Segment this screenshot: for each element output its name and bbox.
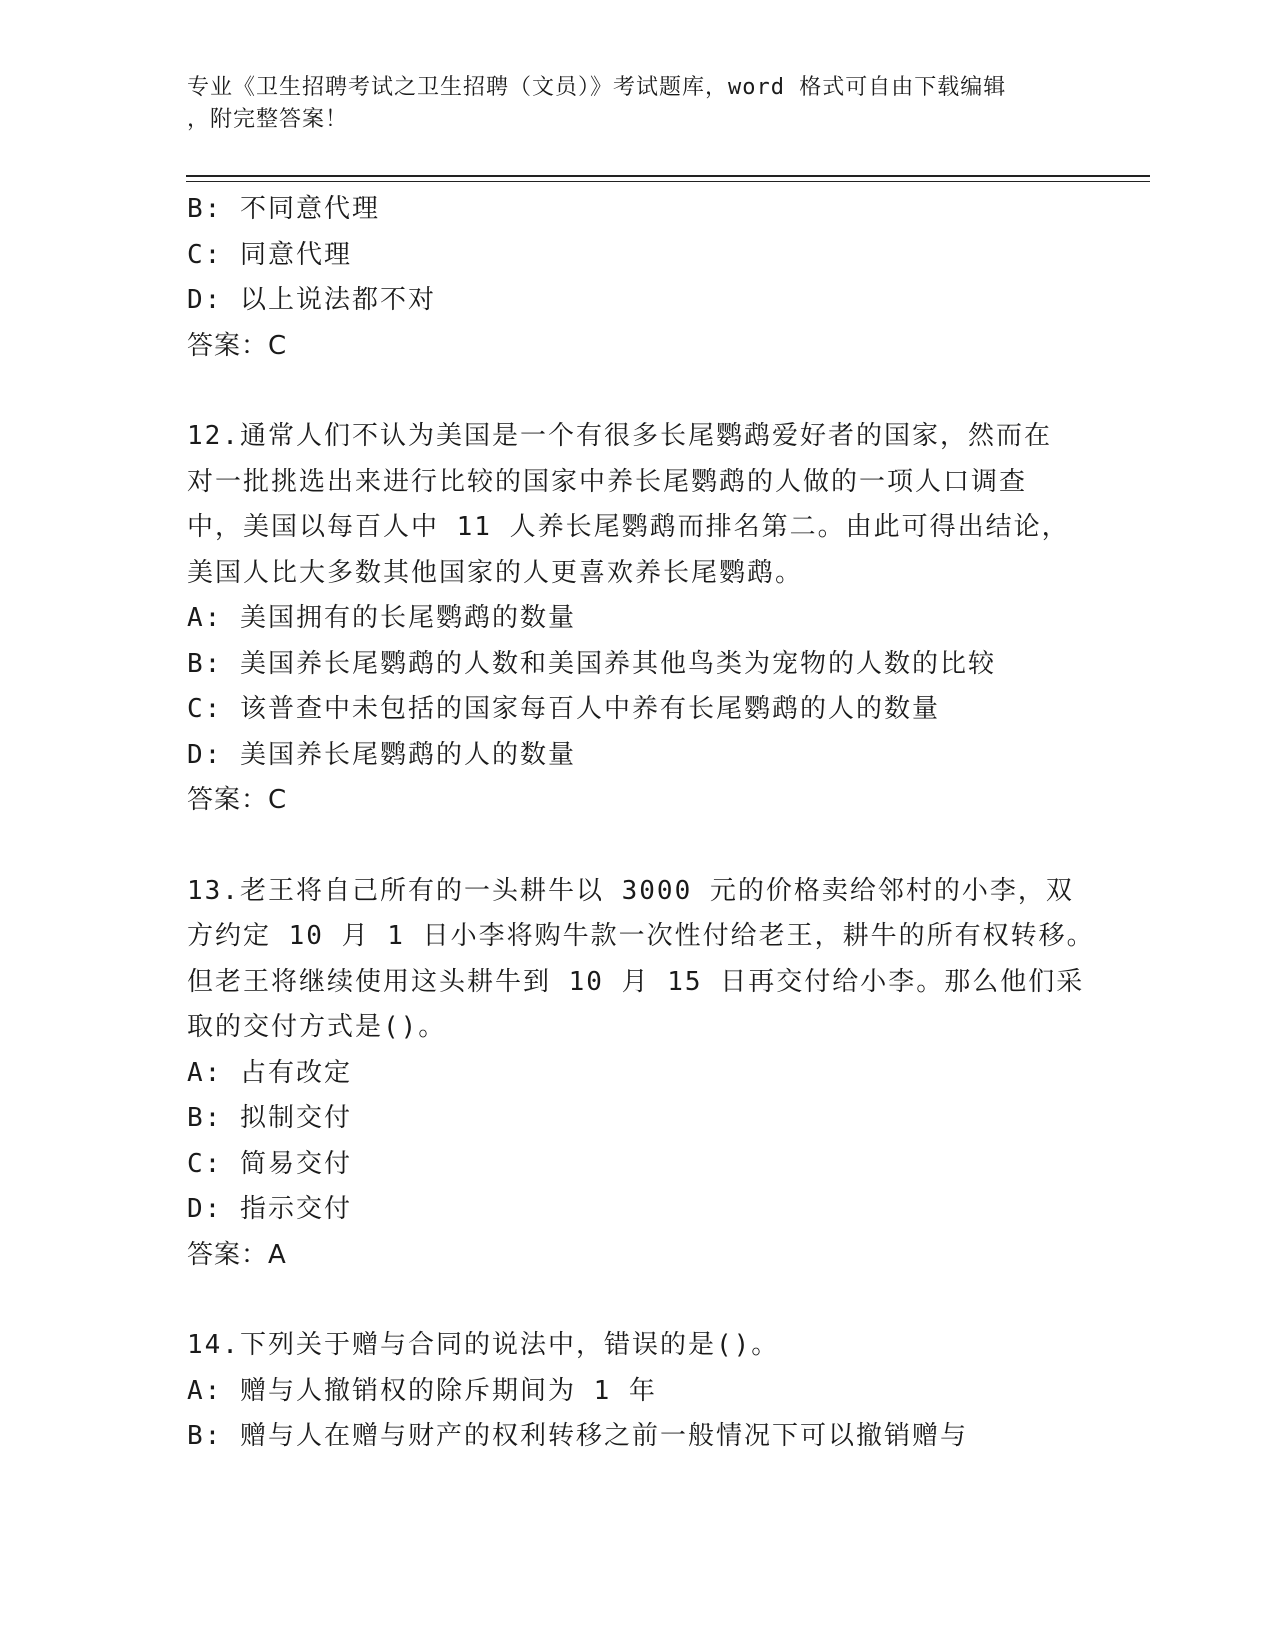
option-b: B: 美国养长尾鹦鹉的人数和美国养其他鸟类为宠物的人数的比较 — [187, 648, 996, 679]
question-13 — [187, 869, 1095, 1279]
option-c: C: 同意代理 — [187, 239, 352, 270]
option-c: C: 该普查中未包括的国家每百人中养有长尾鹦鹉的人的数量 — [187, 694, 940, 724]
option-b: B: 拟制交付 — [187, 1103, 352, 1133]
question-stem-line: 12.通常人们不认为美国是一个有很多长尾鹦鹉爱好者的国家，然而在 — [187, 421, 1052, 451]
question-stem-line: 但老王将继续使用这头耕牛到 10 月 15 日再交付给小李。那么他们采 — [187, 966, 1085, 997]
option-a: A: 占有改定 — [187, 1057, 352, 1088]
option-b: B: 不同意代理 — [187, 194, 380, 224]
option-a: A: 美国拥有的长尾鹦鹉的数量 — [187, 603, 576, 633]
question-stem-line: 美国人比大多数其他国家的人更喜欢养长尾鹦鹉。 — [187, 557, 804, 588]
header-divider-thick — [186, 175, 1150, 177]
option-c: C: 简易交付 — [187, 1148, 352, 1179]
question-stem-line: 中，美国以每百人中 11 人养长尾鹦鹉而排名第二。由此可得出结论， — [187, 512, 1070, 542]
option-d: D: 以上说法都不对 — [187, 285, 436, 315]
header-divider-thin — [186, 181, 1150, 182]
question-11-tail — [187, 187, 1087, 369]
answer-line: 答案：C — [187, 785, 288, 815]
option-d: D: 美国养长尾鹦鹉的人的数量 — [187, 739, 576, 770]
option-a: A: 赠与人撤销权的除斥期间为 1 年 — [187, 1375, 657, 1406]
header-line-1: 专业《卫生招聘考试之卫生招聘（文员）》考试题库，word 格式可自由下载编辑 — [187, 75, 1007, 100]
question-stem-line: 取的交付方式是()。 — [187, 1012, 447, 1042]
answer-line: 答案：A — [187, 1239, 287, 1270]
question-stem-line: 14.下列关于赠与合同的说法中，错误的是()。 — [187, 1330, 780, 1360]
answer-line: 答案：C — [187, 330, 288, 361]
question-stem-line: 对一批挑选出来进行比较的国家中养长尾鹦鹉的人做的一项人口调查 — [187, 466, 1028, 497]
header-line-2: ，附完整答案！ — [187, 107, 349, 132]
question-stem-line: 13.老王将自己所有的一头耕牛以 3000 元的价格卖给邻村的小李，双 — [187, 875, 1074, 906]
document-header — [187, 72, 1067, 136]
question-12 — [187, 414, 1087, 824]
option-d: D: 指示交付 — [187, 1194, 352, 1224]
option-b: B: 赠与人在赠与财产的权利转移之前一般情况下可以撤销赠与 — [187, 1421, 968, 1451]
question-stem-line: 方约定 10 月 1 日小李将购牛款一次性付给老王，耕牛的所有权转移。 — [187, 921, 1095, 951]
question-14 — [187, 1323, 1087, 1460]
document-body — [187, 187, 1095, 1460]
